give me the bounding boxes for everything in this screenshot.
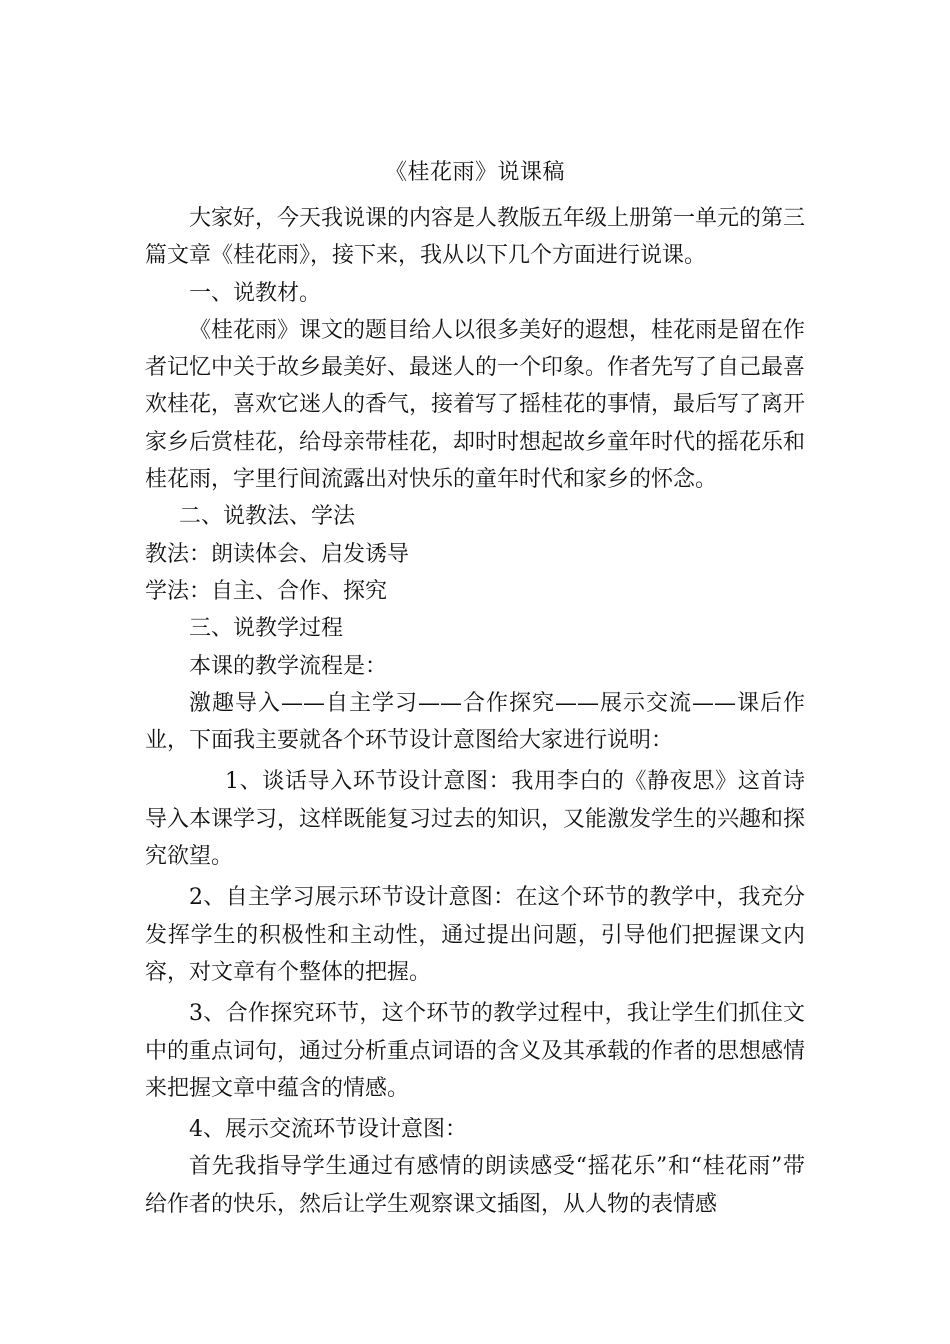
paragraph-flow: 激趣导入——自主学习——合作探究——展示交流——课后作业，下面我主要就各个环节设计意图给大家进行说明：	[145, 690, 805, 754]
paragraph-step-3: 3、合作探究环节，这个环节的教学过程中，我让学生们抓住文中的重点词句，通过分析重点词语的含义及其承载的作者的思想感情来把握文章中蕴含的情感。	[145, 1001, 806, 1101]
section-heading-methods: 二、说教法、学法	[179, 504, 356, 530]
paragraph-step-2: 2、自主学习展示环节设计意图：在这个环节的教学中，我充分发挥学生的积极性和主动性，通过提出问题，引导他们把握课文内容，对文章有个整体的把握。	[145, 885, 805, 985]
paragraph-learning-method: 学法：自主、合作、探究	[145, 578, 388, 604]
section-heading-textbook: 一、说教材。	[189, 280, 322, 306]
paragraph-textbook: 《桂花雨》课文的题目给人以很多美好的遐想，桂花雨是留在作者记忆中关于故乡最美好、最迷人的一个印象。作者先写了自己最喜欢桂花，喜欢它迷人的香气，接着写了摇桂花的事情，最后写了离开家乡后赏桂花，给母亲带桂花，却时时想起故乡童年时代的摇花乐和桂花雨，字里行间流露出对快乐的童年时代和家乡的怀念。	[145, 317, 806, 493]
paragraph-step-1: 1、谈话导入环节设计意图：我用李白的《静夜思》这首诗导入本课学习，这样既能复习过去的知识，又能激发学生的兴趣和探究欲望。	[145, 769, 806, 870]
section-heading-process: 三、说教学过程	[189, 616, 344, 642]
document-title: 《桂花雨》说课稿	[384, 160, 565, 185]
paragraph-flow-intro: 本课的教学流程是：	[189, 653, 388, 679]
paragraph-step-4: 首先我指导学生通过有感情的朗读感受“摇花乐”和“桂花雨”带给作者的快乐，然后让学生观察课文插图，从人物的表情感	[145, 1154, 805, 1217]
paragraph-teaching-method: 教法：朗读体会、启发诱导	[145, 541, 410, 567]
paragraph-intro: 大家好，今天我说课的内容是人教版五年级上册第一单元的第三篇文章《桂花雨》，接下来，我从以下几个方面进行说课。	[145, 206, 806, 269]
document-body	[145, 200, 805, 1223]
paragraph-step-4-heading: 4、展示交流环节设计意图：	[189, 1117, 467, 1143]
